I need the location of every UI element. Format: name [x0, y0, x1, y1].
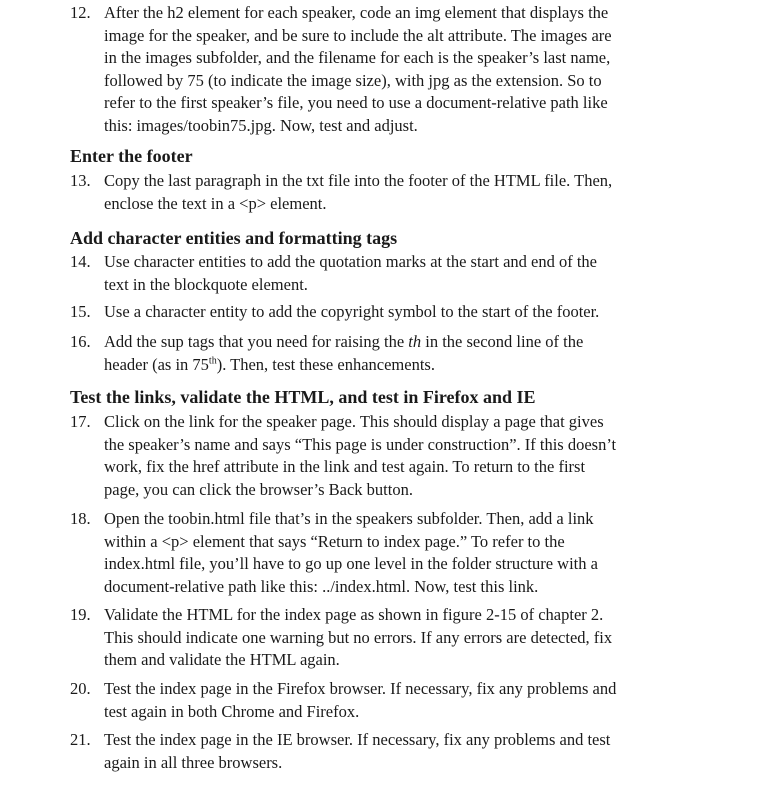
section-heading-footer: Enter the footer	[70, 146, 193, 166]
step-text: Click on the link for the speaker page. This should display a page that gives the speaker’s name and says “This page is under construction”. If this doesn’t work, fix the href attribute in the link and test again. To return to the first page, you can click the browser’s Back button.	[104, 412, 617, 499]
step-number: 20.	[70, 679, 91, 698]
step-text-part: in the second line of the header (as in 75	[104, 332, 584, 374]
step-text: Use character entities to add the quotation marks at the start and end of the text in the blockquote element.	[104, 252, 597, 294]
section-heading-test: Test the links, validate the HTML, and test in Firefox and IE	[70, 387, 536, 407]
step-text: Test the index page in the Firefox browser. If necessary, fix any problems and test again in both Chrome and Firefox.	[104, 679, 617, 721]
section-heading-entities: Add character entities and formatting tags	[70, 228, 398, 248]
step-number: 12.	[70, 3, 91, 22]
step-text: After the h2 element for each speaker, code an img element that displays the image for the speaker, and be sure to include the alt attribute. The images are in the images subfolder, and the filename for each is the speaker’s last name, followed by 75 (to indicate the image size), with jpg as the extension. So to refer to the first speaker’s file, you need to use a document-relative path like this: images/toobin75.jpg. Now, test and adjust.	[104, 3, 612, 135]
step-text: Validate the HTML for the index page as shown in figure 2-15 of chapter 2. This should indicate one warning but no errors. If any errors are detected, fix them and validate the HTML again.	[104, 605, 613, 669]
step-number: 19.	[70, 605, 91, 624]
step-number: 15.	[70, 302, 91, 321]
step-number: 14.	[70, 252, 91, 271]
step-text: Test the index page in the IE browser. If necessary, fix any problems and test again in all three browsers.	[104, 730, 611, 772]
step-15	[70, 301, 760, 324]
step-14	[70, 251, 760, 296]
step-19	[70, 604, 760, 672]
step-text-part: ). Then, test these enhancements.	[216, 354, 435, 374]
step-number: 16.	[70, 332, 91, 351]
step-text-superscript: th	[208, 355, 217, 366]
step-text-emphasis: th	[408, 332, 422, 351]
step-13	[70, 170, 760, 215]
step-text: Copy the last paragraph in the txt file into the footer of the HTML file. Then, enclose the text in a <p> element.	[104, 171, 613, 213]
step-17	[70, 411, 760, 501]
step-text: Use a character entity to add the copyright symbol to the start of the footer.	[104, 302, 600, 321]
step-12	[70, 2, 760, 137]
step-number: 18.	[70, 509, 91, 528]
step-text-part: Add the sup tags that you need for raising the	[104, 332, 409, 351]
step-18	[70, 508, 760, 598]
step-number: 13.	[70, 171, 91, 190]
step-number: 21.	[70, 730, 91, 749]
step-text	[104, 331, 760, 376]
step-21	[70, 729, 760, 774]
step-number: 17.	[70, 412, 91, 431]
step-text: Open the toobin.html file that’s in the speakers subfolder. Then, add a link within a <p> element that says “Return to index page.” To refer to the index.html file, you’ll have to go up one level in the folder structure with a document-relative path like this: ../index.html. Now, test this link.	[104, 509, 598, 596]
step-16	[70, 331, 760, 376]
step-20	[70, 678, 760, 723]
